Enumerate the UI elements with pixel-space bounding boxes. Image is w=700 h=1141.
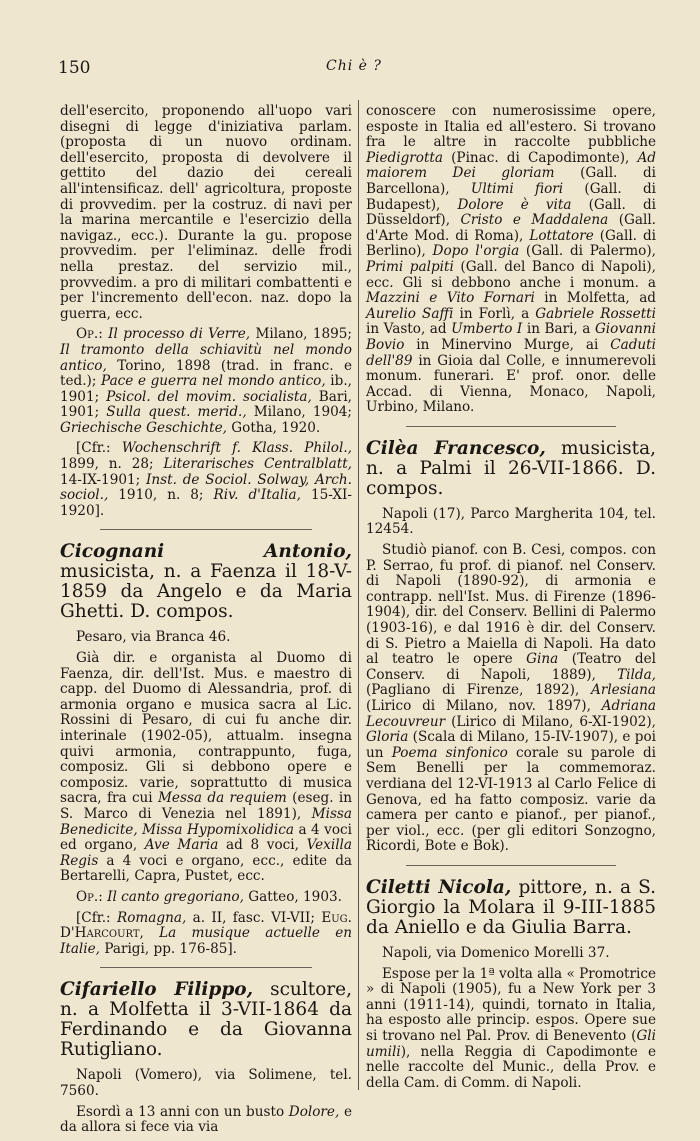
page-number: 150 [58, 58, 91, 78]
entry-heading-cifariello: Cifariello Filippo, scultore, n. a Molfetta il 3-VII-1864 da Ferdinando e da Giovanna Rutigliano. [60, 979, 353, 1061]
references: [Cfr.: Romagna, a. II, fasc. VI-VII; Eug. D'Harcourt, La musique actuelle en Italie, Parigi, pp. 176-85]. [60, 909, 352, 957]
entry-biography: Già dir. e organista al Duomo di Faenza, dir. dell'Ist. Mus. e maestro di capp. del Duomo di Alessandria, prof. di armonia organo e musica sacra al Lic. Rossini di Pesaro, di cui fu anche dir. interinale (1902-05), attualm. insegna quivi armonia, contrappunto, fuga, composiz. Gli si debbono opere e composiz. varie, soprattutto di musica sacra, fra cui Messa da requiem (eseg. in S. Marco di Venezia nel 1891), Missa Benedicite, Missa Hypomixolidica a 4 voci ed organo, Ave Maria ad 8 voci, Vexilla Regis a 4 voci e organo, ecc., edite da Bertarelli, Capra, Pustet, ecc. [60, 650, 352, 885]
running-title: Chi è ? [326, 58, 382, 74]
references: [Cfr.: Wochenschrift f. Klass. Philol., 1899, n. 28; Literarisches Centralblatt, 14-IX-1901; Inst. de Sociol. Solway, Arch. sociol., 1910, n. 8; Riv. d'Italia, 15-XI-1920]. [60, 440, 352, 519]
entry-separator [100, 529, 312, 530]
column-divider [358, 100, 359, 1090]
entry-address: Napoli (Vomero), via Solimene, tel. 7560. [60, 1067, 352, 1099]
page-header [58, 58, 670, 82]
right-column [366, 104, 656, 1096]
entry-biography: Espose per la 1ª volta alla « Promotrice » di Napoli (1905), fu a New York per 3 anni (1911-14), quindi, tornato in Italia, ha esposto alle princip. espos. Opere sue si trovano nel Pal. Prov. di Benevento (Gli umili), nella Reggia di Capodimonte e nelle raccolte del Munic., della Prov. e della Cam. di Comm. di Napoli. [366, 965, 656, 1091]
works-list: Op.: Il processo di Verre, Milano, 1895; Il tramonto della schiavitù nel mondo antico, Torino, 1898 (trad. in franc. e ted.); Pace e guerra nel mondo antico, ib., 1901; Psicol. del movim. socialista, Bari, 1901; Sulla quest. merid., Milano, 1904; Griechische Geschichte, Gotha, 1920. [60, 326, 353, 436]
entry-separator [406, 426, 616, 427]
entry-biography: Esordì a 13 anni con un busto Dolore, e da allora si fece via via [60, 1103, 352, 1136]
entry-address: Napoli, via Domenico Morelli 37. [382, 944, 610, 961]
left-column [60, 104, 352, 1141]
entry-heading-cilea: Cilèa Francesco, musicista, n. a Palmi il 26-VII-1866. D. compos. [366, 437, 656, 499]
entry-separator [100, 967, 312, 968]
entry-address: Pesaro, via Branca 46. [76, 629, 231, 646]
entry-biography: Studiò pianof. con B. Cesi, compos. con P. Serrao, fu prof. di pianof. nel Conserv. di Napoli (1890-92), di armonia e contrapp. nell'Ist. Mus. di Firenze (1896-1904), dir. del Conserv. Bellini di Palermo (1903-16), e dal 1916 è dir. del Conserv. di S. Pietro a Maiella di Napoli. Ha dato al teatro le opere Gina (Teatro del Conserv. di Napoli, 1889), Tilda, (Pagliano di Firenze, 1892), Arlesiana (Lirico di Milano, nov. 1897), Adriana Lecouvreur (Lirico di Milano, 6-XI-1902), Gloria (Scala di Milano, 15-IV-1907), e poi un Poema sinfonico corale su parole di Sem Benelli per la commemoraz. verdiana del 12-VI-1913 al Carlo Felice di Genova, ed ha fatto composiz. varie da camera per canto e pianof., per pianof., per viol., ecc. (per gli editori Sonzogno, Ricordi, Bote e Bok). [366, 542, 657, 855]
entry-heading-cicognani: Cicognani Antonio, musicista, n. a Faenza il 18-V-1859 da Angelo e da Maria Ghetti. D. compos. [60, 541, 352, 623]
continued-biography: dell'esercito, proponendo all'uopo vari disegni di legge d'iniziativa parlam. (proposta di un nuovo ordinam. dell'esercito, proposta di devolvere il gettito del dazio dei cereali all'intensificaz. dell' agricoltura, proposte di provvedim. per la costruz. di navi per la marina mercantile e l'esercizio della navigaz., ecc.). Durante la gu. propose provvedim. per l'eliminaz. delle frodi nella prestaz. del servizio mil., provvedim. a pro di militari combattenti e per l'incremento dell'econ. naz. dopo la guerra, ecc. [60, 103, 352, 322]
works-list: Op.: Il canto gregoriano, Gatteo, 1903. [76, 888, 342, 905]
entry-separator [406, 865, 616, 866]
entry-address: Napoli (17), Parco Margherita 104, tel. 12454. [366, 505, 656, 538]
continued-biography: conoscere con numerosissime opere, esposte in Italia ed all'estero. Si trovano fra le altre in raccolte pubbliche Piedigrotta (Pinac. di Capodimonte), Ad maiorem Dei gloriam (Gall. di Barcellona), Ultimi fiori (Gall. di Budapest), Dolore è vita (Gall. di Düsseldorf), Cristo e Maddalena (Gall. d'Arte Mod. di Roma), Lottatore (Gall. di Berlino), Dopo l'orgia (Gall. di Palermo), Primi palpiti (Gall. del Banco di Napoli), ecc. Gli si debbono anche i monum. a Mazzini e Vito Fornari in Molfetta, ad Aurelio Saffi in Forlì, a Gabriele Rossetti in Vasto, ad Umberto I in Bari, a Giovanni Bovio in Minervino Murge, ai Caduti dell'89 in Gioia dal Colle, e innumerevoli monum. funerari. E' prof. onor. delle Accad. di Vienna, Monaco, Napoli, Urbino, Milano. [366, 103, 656, 416]
entry-heading-ciletti: Ciletti Nicola, pittore, n. a S. Giorgio la Molara il 9-III-1885 da Aniello e da Giulia Barra. [366, 876, 657, 938]
